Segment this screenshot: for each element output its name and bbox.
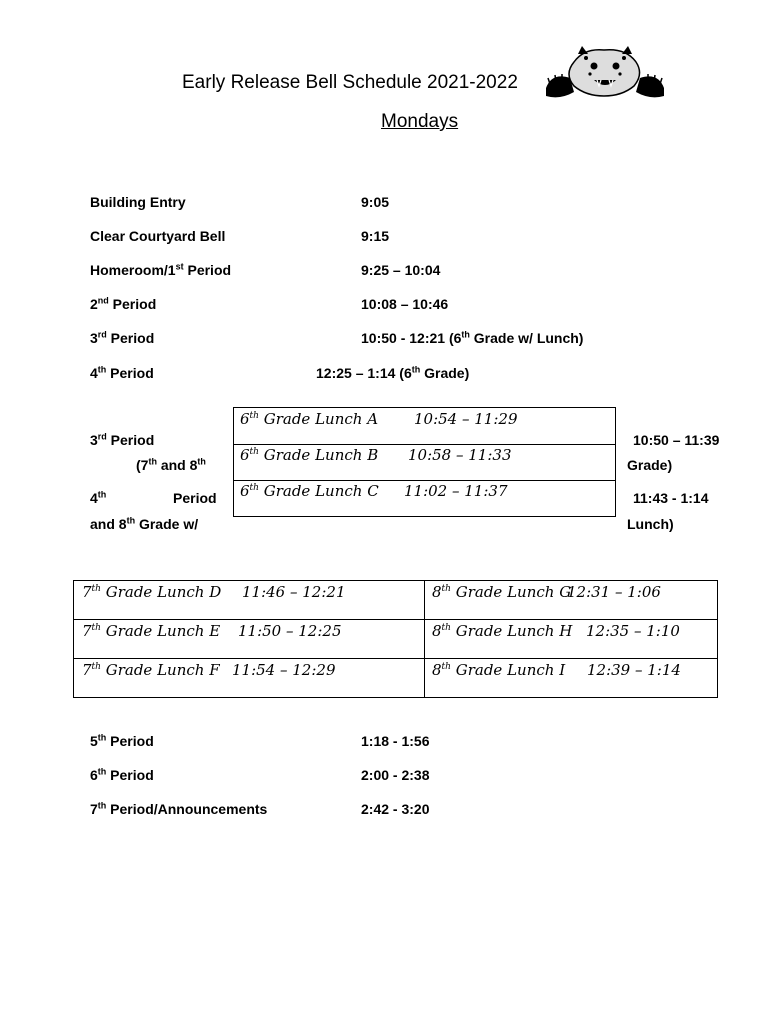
divider bbox=[424, 580, 425, 698]
schedule-label: 3rd Period bbox=[90, 431, 155, 448]
lunch-time: 12:31 – 1:06 bbox=[567, 583, 661, 601]
schedule-label: Building Entry bbox=[90, 194, 186, 210]
lunch-name: 6th Grade Lunch C bbox=[240, 482, 379, 500]
lunch-name: 7th Grade Lunch F bbox=[82, 661, 220, 679]
schedule-label: 5th Period bbox=[90, 732, 154, 749]
schedule-label-sub: and 8th Grade w/ bbox=[90, 515, 199, 532]
page-title: Early Release Bell Schedule 2021-2022 bbox=[182, 72, 518, 93]
lunch-time: 11:46 – 12:21 bbox=[242, 583, 346, 601]
panther-mascot-icon bbox=[544, 44, 666, 100]
schedule-label: 7th Period/Announcements bbox=[90, 800, 268, 817]
lunch-name: 8th Grade Lunch I bbox=[432, 661, 566, 679]
schedule-label: 6th Period bbox=[90, 766, 154, 783]
schedule-label-sub: (7th and 8th bbox=[136, 456, 206, 473]
schedule-label: Clear Courtyard Bell bbox=[90, 228, 226, 244]
schedule-time: 10:50 - 12:21 (6th Grade w/ Lunch) bbox=[361, 329, 584, 346]
schedule-time: 9:25 – 10:04 bbox=[361, 262, 441, 278]
lunch-time: 11:54 – 12:29 bbox=[232, 661, 336, 679]
divider bbox=[233, 480, 616, 481]
schedule-time: 2:42 - 3:20 bbox=[361, 801, 430, 817]
lunch-time: 10:58 – 11:33 bbox=[408, 446, 512, 464]
schedule-label: 3rd Period bbox=[90, 329, 155, 346]
schedule-time: 12:25 – 1:14 (6th Grade) bbox=[316, 364, 470, 381]
schedule-time: 1:18 - 1:56 bbox=[361, 733, 430, 749]
schedule-time: 10:50 – 11:39 bbox=[633, 432, 720, 448]
divider bbox=[233, 444, 616, 445]
lunch-name: 7th Grade Lunch D bbox=[82, 583, 222, 601]
lunch-name: 6th Grade Lunch A bbox=[240, 410, 379, 428]
schedule-label: 4th Period bbox=[90, 364, 154, 381]
lunch-time: 12:39 – 1:14 bbox=[587, 661, 681, 679]
schedule-time: 11:43 - 1:14 bbox=[633, 490, 709, 506]
schedule-time-tail: Lunch) bbox=[627, 516, 674, 532]
divider bbox=[73, 658, 718, 659]
page-subtitle: Mondays bbox=[381, 111, 459, 132]
lunch-name: 8th Grade Lunch G bbox=[432, 583, 572, 601]
lunch-time: 11:50 – 12:25 bbox=[238, 622, 342, 640]
schedule-time: 9:15 bbox=[361, 228, 390, 244]
schedule-label: 4th bbox=[90, 489, 107, 506]
lunch-time: 12:35 – 1:10 bbox=[586, 622, 680, 640]
divider bbox=[73, 619, 718, 620]
lunch-name: 7th Grade Lunch E bbox=[82, 622, 221, 640]
lunch-name: 8th Grade Lunch H bbox=[432, 622, 573, 640]
lunch-name: 6th Grade Lunch B bbox=[240, 446, 379, 464]
lunch-time: 11:02 – 11:37 bbox=[404, 482, 508, 500]
lunch-time: 10:54 – 11:29 bbox=[414, 410, 518, 428]
schedule-time: 10:08 – 10:46 bbox=[361, 296, 449, 312]
schedule-time: 2:00 - 2:38 bbox=[361, 767, 430, 783]
schedule-label-word: Period bbox=[173, 490, 217, 506]
schedule-label: Homeroom/1st Period bbox=[90, 261, 232, 278]
schedule-time-tail: Grade) bbox=[627, 457, 673, 473]
schedule-time: 9:05 bbox=[361, 194, 390, 210]
schedule-label: 2nd Period bbox=[90, 295, 157, 312]
